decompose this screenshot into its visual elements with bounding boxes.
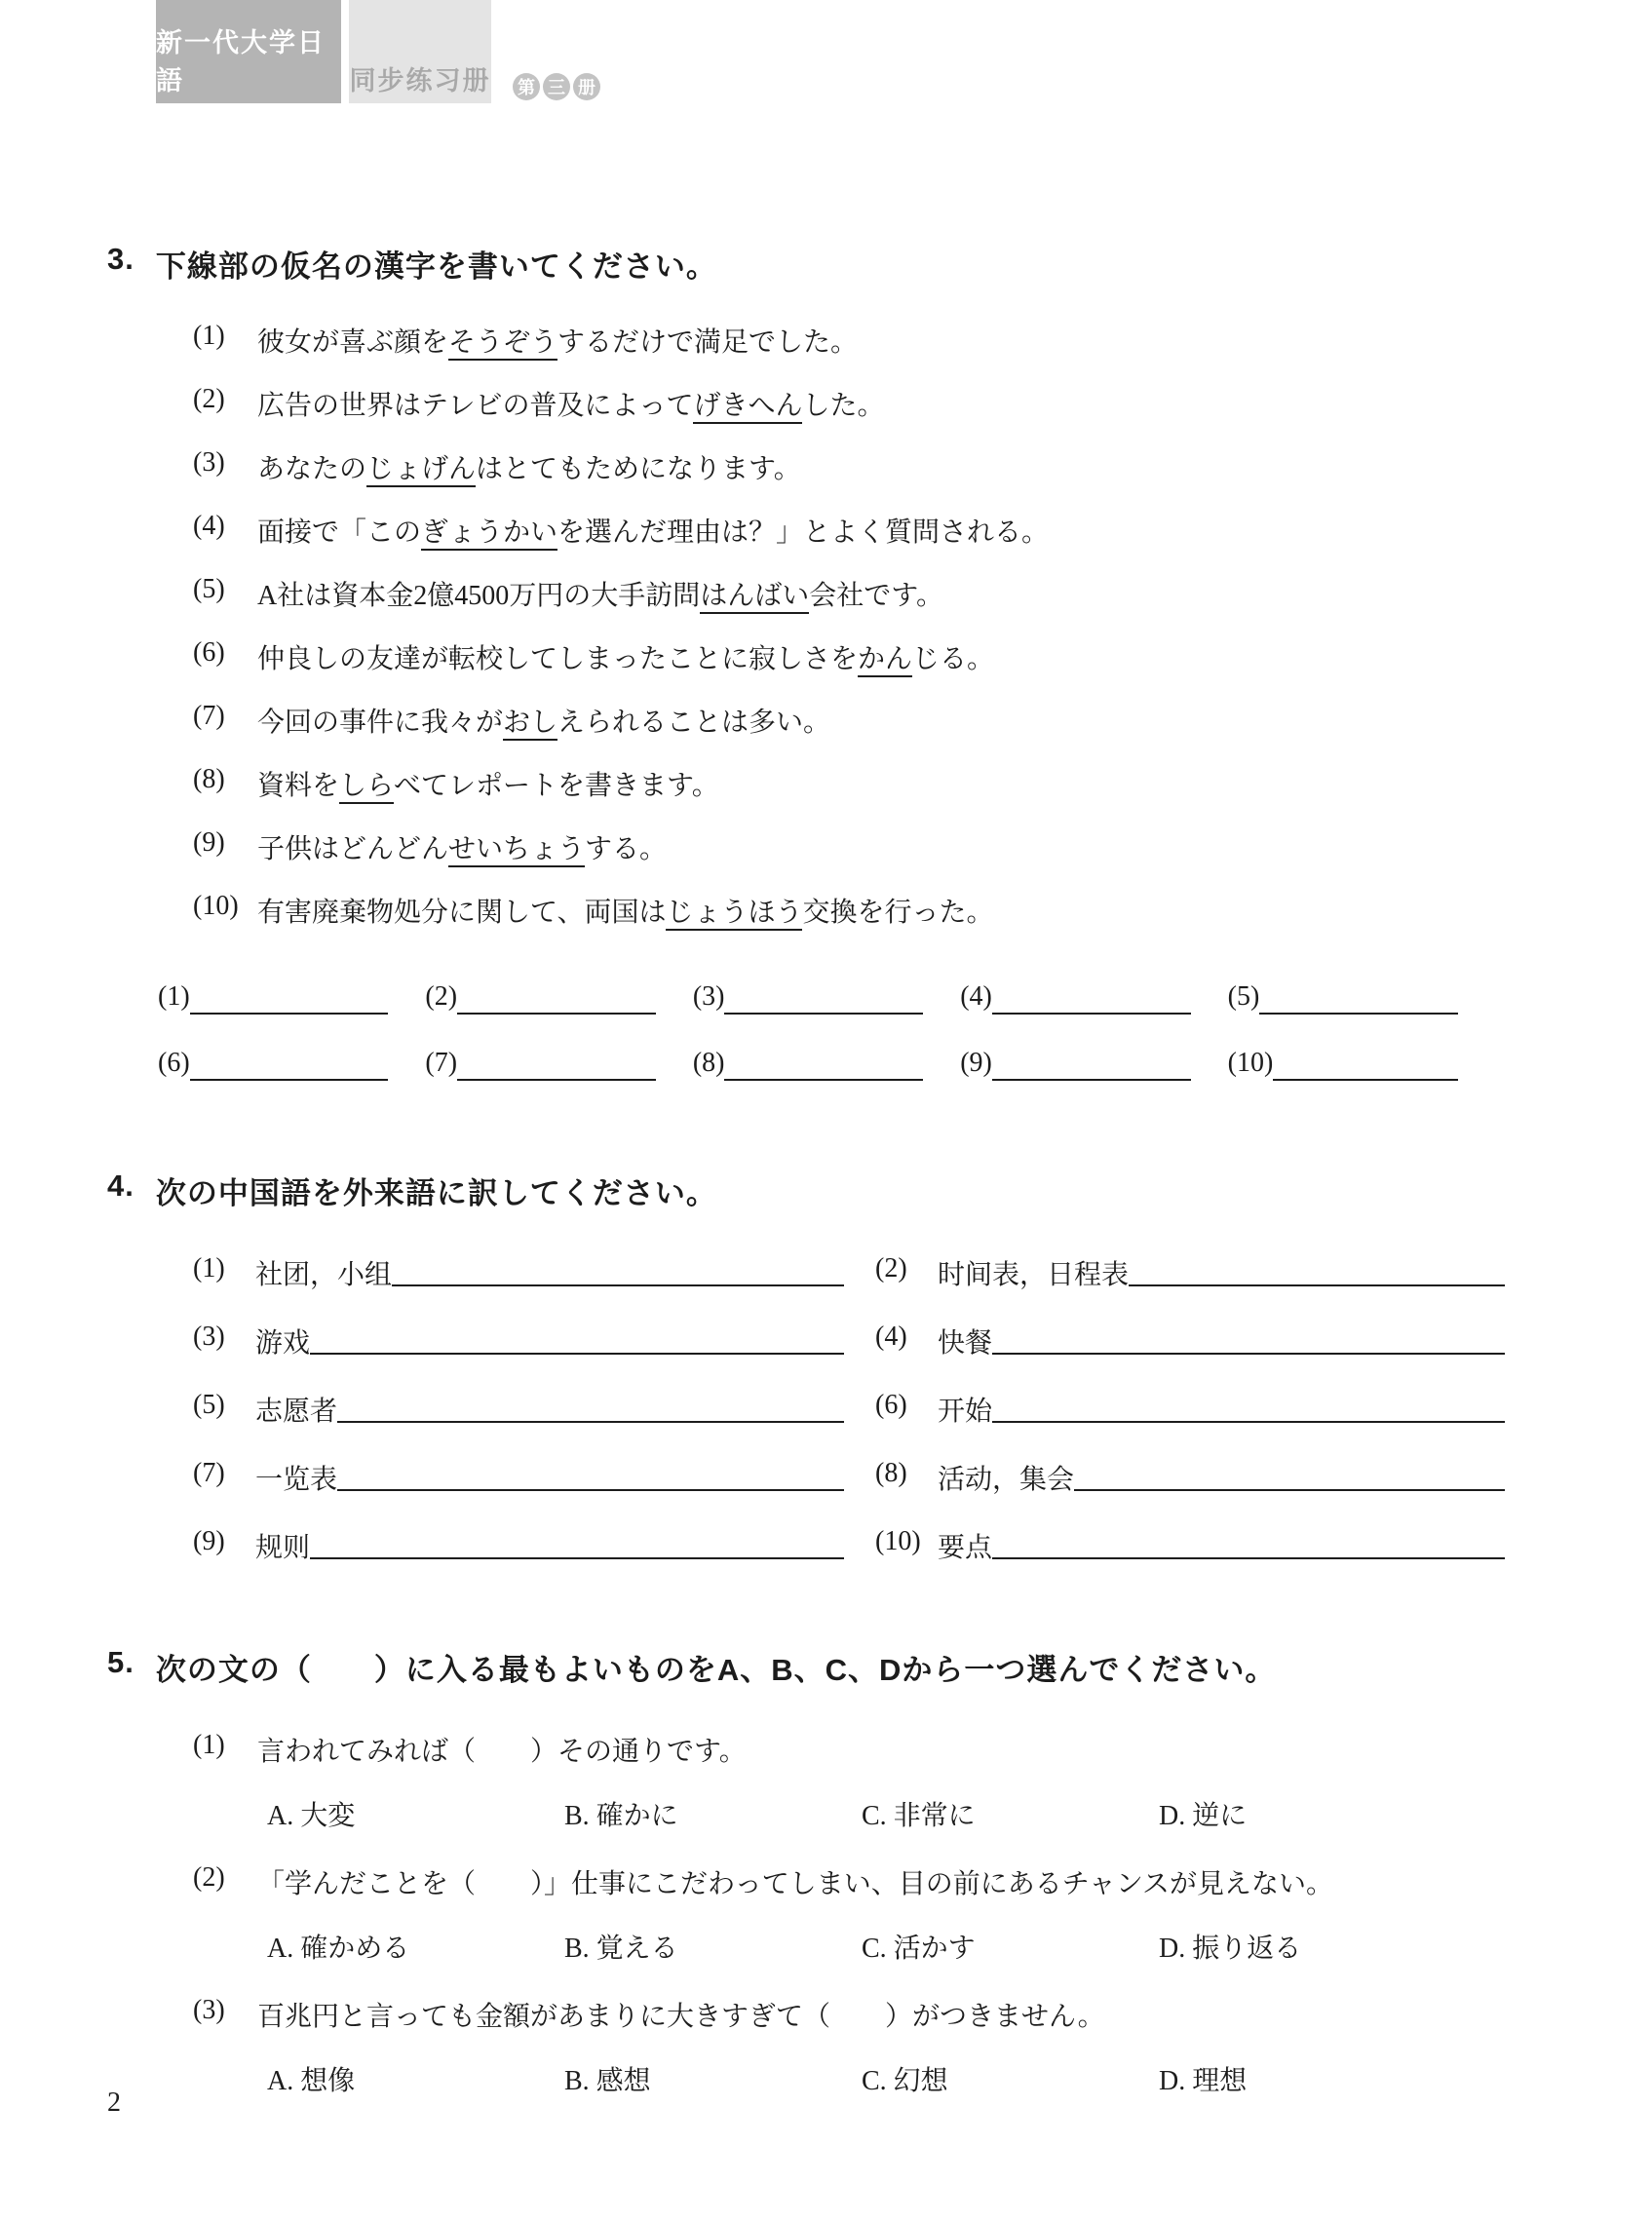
item-number: (5) xyxy=(193,1390,225,1420)
section5-heading xyxy=(107,1645,1548,1689)
list-item xyxy=(193,511,1548,574)
item-number: (6) xyxy=(875,1390,907,1420)
answer-line xyxy=(190,1048,389,1081)
page-number: 2 xyxy=(107,2088,121,2118)
answer-line xyxy=(992,1048,1191,1081)
item-sentence xyxy=(257,891,993,930)
volume-badge-char: 三 xyxy=(543,73,570,100)
list-item xyxy=(193,891,1548,954)
list-item xyxy=(875,1458,1505,1526)
answer-blank xyxy=(960,981,1227,1015)
list-item xyxy=(193,321,1548,384)
sentence-pre: あなたの xyxy=(257,454,367,484)
sentence-post: を選んだ理由は？」とよく質問される。 xyxy=(557,517,1050,548)
section5-question-list xyxy=(193,1730,1548,2124)
item-number: (7) xyxy=(193,701,225,731)
sentence-post: 会社です。 xyxy=(809,581,944,611)
answer-blank xyxy=(1228,1048,1495,1081)
section3-item-list xyxy=(193,321,1548,954)
volume-badge-char: 第 xyxy=(513,73,540,100)
question-block xyxy=(193,1730,1548,1858)
question-text: 言われてみれば（ ）その通りです。 xyxy=(257,1737,747,1767)
answer-line xyxy=(1129,1253,1505,1286)
question-text: 百兆円と言っても金額があまりに大きすぎて（ ）がつきません。 xyxy=(257,2002,1105,2032)
sentence-pre: 彼女が喜ぶ顔を xyxy=(257,327,449,358)
page-header xyxy=(156,0,600,103)
list-item xyxy=(193,1322,844,1390)
question-sentence xyxy=(193,1995,1548,2059)
answer-blank xyxy=(158,1048,425,1081)
section4-number: 4. xyxy=(107,1168,134,1203)
list-item xyxy=(875,1390,1505,1458)
item-number: (8) xyxy=(193,764,225,794)
option-c: C. 活かす xyxy=(862,1934,976,1964)
underlined-reading: げきへん xyxy=(693,391,802,424)
blank-number: (2) xyxy=(425,981,458,1012)
option-d: D. 理想 xyxy=(1159,2066,1248,2096)
list-item xyxy=(193,1526,844,1594)
answer-blank xyxy=(1228,981,1495,1015)
section3-title: 下線部の仮名の漢字を書いてください。 xyxy=(155,249,717,284)
answer-line xyxy=(457,981,656,1015)
list-item xyxy=(875,1526,1505,1594)
answer-line xyxy=(310,1526,844,1559)
item-number: (3) xyxy=(193,447,225,478)
answer-line xyxy=(1074,1458,1505,1491)
answer-blank xyxy=(693,981,960,1015)
volume-badge xyxy=(513,73,600,103)
option-row xyxy=(267,2059,1548,2124)
list-item xyxy=(193,637,1548,701)
answer-blank xyxy=(960,1048,1227,1081)
blank-number: (6) xyxy=(158,1048,190,1078)
answer-line xyxy=(1273,1048,1458,1081)
item-number: (1) xyxy=(193,1253,225,1283)
sentence-post: えられることは多い。 xyxy=(557,708,831,738)
option-a: A. 大変 xyxy=(267,1801,356,1831)
chinese-term: 活动，集会 xyxy=(938,1465,1075,1495)
sentence-pre: 有害廃棄物処分に関して、両国は xyxy=(257,898,667,928)
chinese-term: 游戏 xyxy=(255,1328,311,1359)
option-b: B. 感想 xyxy=(564,2066,651,2096)
option-row xyxy=(267,1927,1548,1991)
blank-number: (10) xyxy=(1227,1048,1274,1078)
chinese-term: 志愿者 xyxy=(255,1397,338,1427)
underlined-reading: じょげん xyxy=(366,454,476,487)
section5-title: 次の文の（ ）に入る最もよいものをA、B、C、Dから一つ選んでください。 xyxy=(155,1653,1277,1687)
sentence-post: するだけで満足でした。 xyxy=(557,327,859,358)
sentence-post: じる。 xyxy=(912,644,995,674)
chinese-term: 开始 xyxy=(938,1397,993,1427)
question-block xyxy=(193,1995,1548,2124)
option-a: A. 想像 xyxy=(267,2066,356,2096)
underlined-reading: せいちょう xyxy=(448,834,585,867)
answer-blank-row xyxy=(158,981,1495,1048)
item-sentence xyxy=(257,637,994,676)
item-sentence xyxy=(257,764,719,803)
answer-line xyxy=(310,1322,844,1355)
list-item xyxy=(875,1253,1505,1322)
sentence-post: べてレポートを書きます。 xyxy=(394,771,719,801)
list-item xyxy=(193,1390,844,1458)
question-number: (2) xyxy=(193,1862,225,1893)
item-number: (1) xyxy=(193,321,225,351)
chinese-term: 社团，小组 xyxy=(255,1260,393,1290)
workbook-title: 同步练习册 xyxy=(349,0,491,103)
page-content xyxy=(107,242,1548,2127)
section4-item-list xyxy=(193,1253,1505,1594)
volume-badge-char: 册 xyxy=(573,73,600,100)
sentence-pre: 資料を xyxy=(257,771,340,801)
item-sentence xyxy=(257,511,1049,550)
option-row xyxy=(267,1794,1548,1858)
answer-line xyxy=(190,981,389,1015)
list-item xyxy=(193,574,1548,637)
answer-line xyxy=(337,1458,844,1491)
sentence-pre: 広告の世界はテレビの普及によって xyxy=(257,391,694,421)
sentence-pre: 子供はどんどん xyxy=(257,834,449,864)
underlined-reading: おし xyxy=(503,708,557,741)
item-sentence xyxy=(257,574,943,613)
item-sentence xyxy=(257,321,858,360)
chinese-term: 时间表，日程表 xyxy=(938,1260,1130,1290)
underlined-reading: じょうほう xyxy=(666,898,802,931)
answer-blank-rows xyxy=(158,981,1495,1114)
item-number: (10) xyxy=(875,1526,921,1556)
blank-number: (3) xyxy=(692,981,725,1012)
section4-heading xyxy=(107,1168,1548,1212)
underlined-reading: そうぞう xyxy=(448,327,557,361)
answer-line xyxy=(992,1526,1505,1559)
item-sentence xyxy=(257,447,801,486)
item-number: (10) xyxy=(193,891,239,921)
question-number: (3) xyxy=(193,1995,225,2025)
answer-blank xyxy=(425,1048,692,1081)
sentence-post: はとてもためになります。 xyxy=(476,454,801,484)
answer-line xyxy=(724,1048,923,1081)
list-item xyxy=(193,1458,844,1526)
item-sentence xyxy=(257,384,884,423)
option-b: B. 覚える xyxy=(564,1934,678,1964)
list-item xyxy=(193,384,1548,447)
item-number: (6) xyxy=(193,637,225,668)
sentence-post: 交換を行った。 xyxy=(802,898,994,928)
blank-number: (8) xyxy=(692,1048,725,1078)
answer-line xyxy=(724,981,923,1015)
question-text: 「学んだことを（ ）」仕事にこだわってしまい、目の前にあるチャンスが見えない。 xyxy=(257,1869,1334,1899)
sentence-pre: 仲良しの友達が転校してしまったことに寂しさを xyxy=(257,644,859,674)
blank-number: (9) xyxy=(960,1048,992,1078)
answer-blank-row xyxy=(158,1048,1495,1114)
section5-number: 5. xyxy=(107,1645,134,1679)
sentence-post: する。 xyxy=(585,834,668,864)
answer-blank xyxy=(158,981,425,1015)
option-b: B. 確かに xyxy=(564,1801,678,1831)
blank-number: (1) xyxy=(158,981,190,1012)
item-number: (9) xyxy=(193,1526,225,1556)
list-item xyxy=(193,701,1548,764)
list-item xyxy=(193,447,1548,511)
underlined-reading: はんばい xyxy=(700,581,809,614)
answer-line xyxy=(992,1322,1505,1355)
item-number: (8) xyxy=(875,1458,907,1488)
question-block xyxy=(193,1862,1548,1991)
list-item xyxy=(193,827,1548,891)
item-number: (3) xyxy=(193,1322,225,1352)
blank-number: (7) xyxy=(425,1048,458,1078)
answer-line xyxy=(457,1048,656,1081)
sentence-pre: 面接で「この xyxy=(257,517,422,548)
answer-line xyxy=(992,1390,1505,1423)
series-title: 新一代大学日語 xyxy=(156,0,341,103)
chinese-term: 快餐 xyxy=(938,1328,993,1359)
chinese-term: 规则 xyxy=(255,1533,311,1563)
list-item xyxy=(193,1253,844,1322)
section3-number: 3. xyxy=(107,242,134,276)
question-sentence xyxy=(193,1862,1548,1927)
option-c: C. 幻想 xyxy=(862,2066,948,2096)
item-number: (9) xyxy=(193,827,225,858)
section3-heading xyxy=(107,242,1548,286)
list-item xyxy=(193,764,1548,827)
chinese-term: 一览表 xyxy=(255,1465,338,1495)
item-sentence xyxy=(257,827,667,866)
item-number: (2) xyxy=(193,384,225,414)
underlined-reading: しら xyxy=(339,771,394,804)
item-number: (4) xyxy=(193,511,225,541)
sentence-post: した。 xyxy=(802,391,885,421)
blank-number: (5) xyxy=(1227,981,1260,1012)
chinese-term: 要点 xyxy=(938,1533,993,1563)
answer-line xyxy=(992,981,1191,1015)
section4-title: 次の中国語を外来語に訳してください。 xyxy=(155,1176,717,1210)
answer-blank xyxy=(425,981,692,1015)
item-number: (4) xyxy=(875,1322,907,1352)
blank-number: (4) xyxy=(960,981,992,1012)
item-sentence xyxy=(257,701,830,740)
option-a: A. 確かめる xyxy=(267,1934,410,1964)
question-number: (1) xyxy=(193,1730,225,1760)
answer-blank xyxy=(693,1048,960,1081)
underlined-reading: ぎょうかい xyxy=(421,517,557,551)
item-number: (7) xyxy=(193,1458,225,1488)
question-sentence xyxy=(193,1730,1548,1794)
option-d: D. 振り返る xyxy=(1159,1934,1302,1964)
answer-line xyxy=(392,1253,844,1286)
item-number: (2) xyxy=(875,1253,907,1283)
sentence-pre: A社は資本金2億4500万円の大手訪問 xyxy=(257,581,701,611)
option-c: C. 非常に xyxy=(862,1801,976,1831)
sentence-pre: 今回の事件に我々が xyxy=(257,708,504,738)
answer-line xyxy=(1259,981,1458,1015)
underlined-reading: かん xyxy=(858,644,912,677)
answer-line xyxy=(337,1390,844,1423)
list-item xyxy=(875,1322,1505,1390)
option-d: D. 逆に xyxy=(1159,1801,1248,1831)
item-number: (5) xyxy=(193,574,225,604)
